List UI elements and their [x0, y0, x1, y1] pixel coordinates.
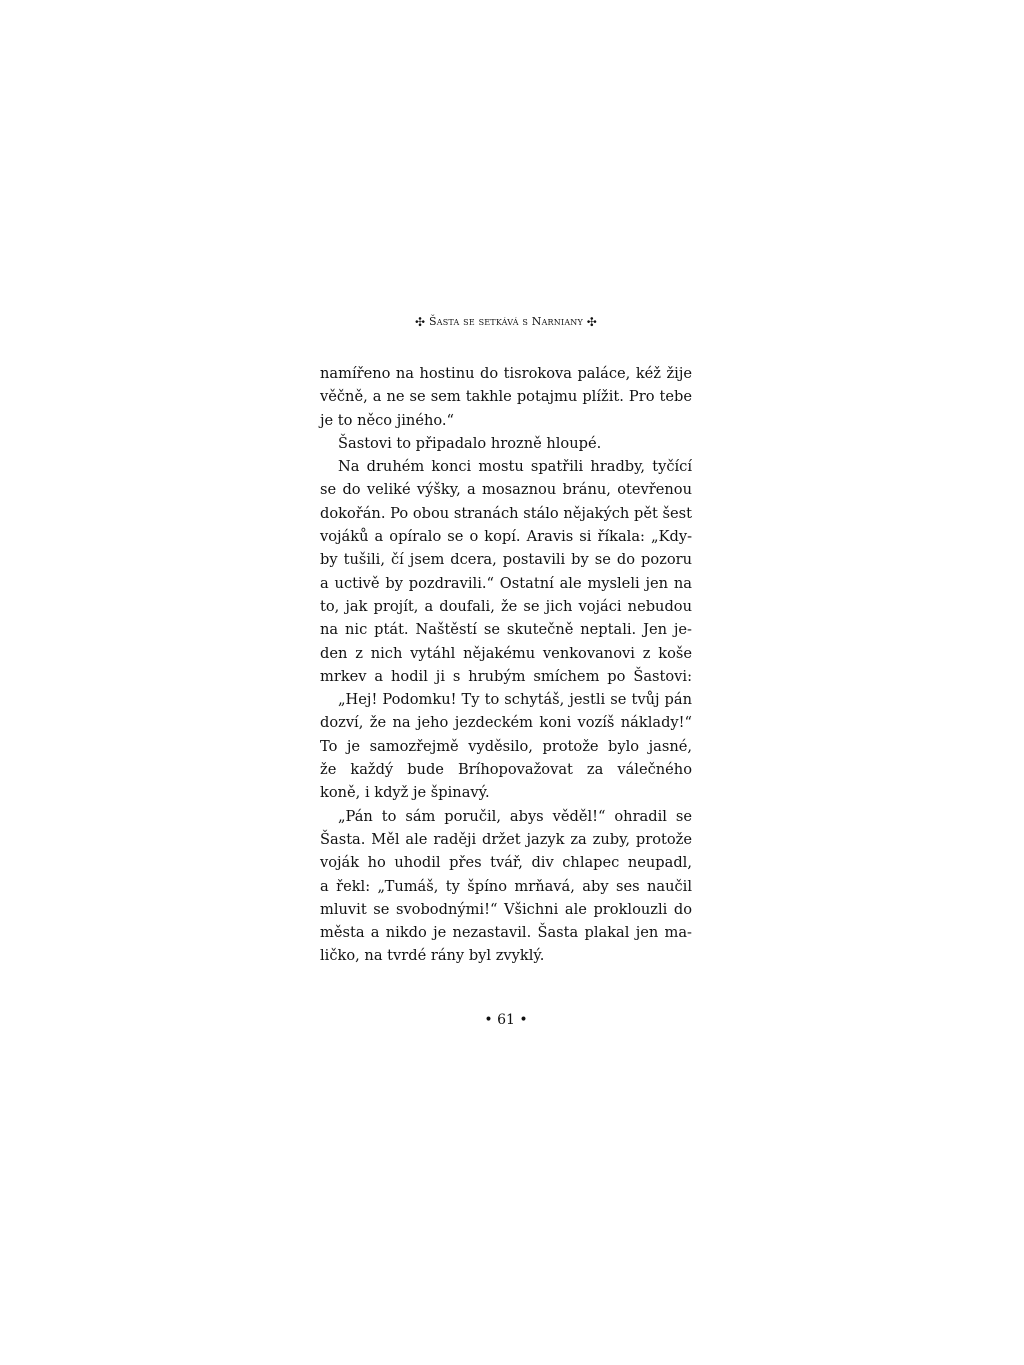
- text-line: dozví, že na jeho jezdeckém koni vozíš náklady!“: [320, 714, 692, 732]
- text-line: „Pán to sám poručil, abys věděl!“ ohradil se: [338, 807, 692, 825]
- text-line: mluvit se svobodnými!“ Všichni ale proklouzli do: [320, 900, 692, 918]
- text-line: dokořán. Po obou stranách stálo nějakých pět šest: [320, 504, 692, 522]
- paragraph: [320, 688, 692, 804]
- text-line: voják ho uhodil přes tvář, div chlapec neupadl,: [320, 854, 692, 872]
- text-line: den z nich vytáhl nějakému venkovanovi z koše: [320, 644, 692, 662]
- text-line: mrkev a hodil ji s hrubým smíchem po Šastovi:: [320, 667, 692, 685]
- text-line: koně, i když je špinavý.: [320, 784, 490, 802]
- text-line: ličko, na tvrdé rány byl zvyklý.: [320, 947, 545, 965]
- text-line: namířeno na hostinu do tisrokova paláce, kéž žije: [320, 365, 692, 382]
- text-line: a řekl: „Tumáš, ty špíno mrňavá, aby ses naučil: [320, 877, 692, 895]
- running-header: [320, 314, 692, 328]
- text-line: To je samozřejmě vyděsilo, protože bylo jasné,: [320, 737, 692, 755]
- text-line: že každý bude Bríhopovažovat za válečného: [320, 761, 692, 779]
- ornament-left-icon: ✣: [415, 315, 426, 329]
- text-line: by tušili, čí jsem dcera, postavili by se do pozoru: [320, 551, 692, 569]
- paragraph: [320, 455, 692, 688]
- page-number: • 61 •: [484, 1012, 528, 1028]
- text-line: Šasta. Měl ale raději držet jazyk za zuby, protože: [320, 830, 692, 848]
- paragraph: [320, 362, 692, 432]
- running-header-title: Šasta se setkává s Narniany: [428, 315, 583, 328]
- ornament-right-icon: ✣: [586, 315, 597, 329]
- text-line: a uctivě by pozdravili.“ Ostatní ale mysleli jen na: [320, 574, 692, 592]
- paragraph: [320, 805, 692, 968]
- text-line: Šastovi to připadalo hrozně hloupé.: [338, 434, 602, 452]
- body-text: [320, 362, 692, 968]
- text-line: „Hej! Podomku! Ty to schytáš, jestli se tvůj pán: [338, 691, 692, 709]
- text-line: se do veliké výšky, a mosaznou bránu, otevřenou: [320, 481, 692, 499]
- text-line: vojáků a opíralo se o kopí. Aravis si říkala: „Kdy-: [320, 528, 692, 546]
- text-line: to, jak projít, a doufali, že se jich vojáci nebudou: [320, 597, 692, 615]
- paragraph: [320, 432, 692, 455]
- text-line: je to něco jiného.“: [320, 411, 454, 429]
- text-line: věčně, a ne se sem takhle potajmu plížit. Pro tebe: [320, 388, 692, 406]
- text-line: Na druhém konci mostu spatřili hradby, tyčící: [338, 458, 692, 476]
- text-line: města a nikdo je nezastavil. Šasta plakal jen ma-: [320, 924, 692, 942]
- text-line: na nic ptát. Naštěstí se skutečně neptali. Jen je-: [320, 621, 692, 639]
